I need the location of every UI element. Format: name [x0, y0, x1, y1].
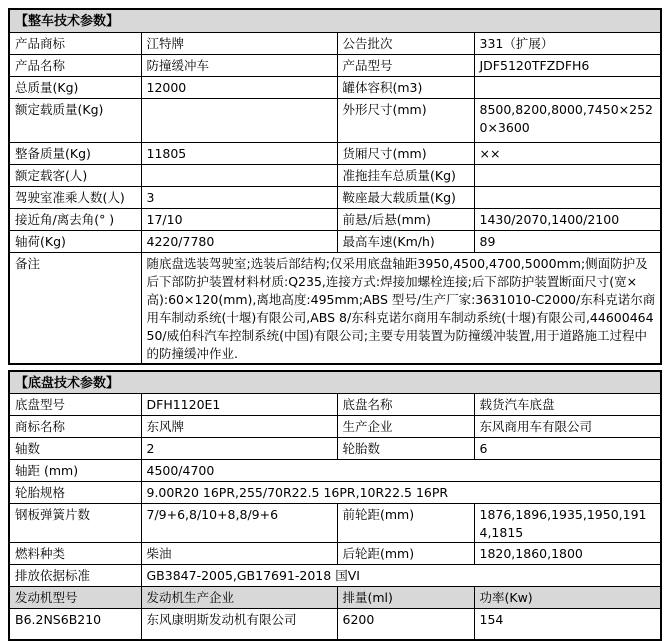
- param-label: 货厢尺寸(mm): [337, 142, 474, 164]
- param-value: 4220/7780: [141, 230, 337, 252]
- param-label: 轴距 (mm): [9, 460, 141, 482]
- param-value: 载货汽车底盘: [474, 394, 661, 416]
- param-value: 12000: [141, 76, 337, 98]
- chassis-spec-table: [8, 370, 662, 641]
- param-value: DFH1120E1: [141, 394, 337, 416]
- param-label: 准拖挂车总质量(Kg): [337, 164, 474, 186]
- engine-displacement-header: 排量(ml): [337, 587, 474, 609]
- table-row: [9, 482, 661, 504]
- param-label: 公告批次: [337, 32, 474, 54]
- param-label: 产品型号: [337, 54, 474, 76]
- param-value: 柴油: [141, 543, 337, 565]
- table-row: [9, 460, 661, 482]
- param-value: 8500,8200,8000,7450×2520×3600: [474, 98, 661, 142]
- table-row: [9, 438, 661, 460]
- param-value: [141, 98, 337, 142]
- param-label: 轮胎数: [337, 438, 474, 460]
- engine-manufacturer-header: 发动机生产企业: [141, 587, 337, 609]
- engine-displacement-value: 6200: [337, 609, 474, 640]
- table-row: [9, 76, 661, 98]
- table-row: [9, 164, 661, 186]
- engine-power-value: 154: [474, 609, 661, 640]
- param-value: 防撞缓冲车: [141, 54, 337, 76]
- engine-header-row: [9, 587, 661, 609]
- param-value: [474, 76, 661, 98]
- param-label: 额定载质量(Kg): [9, 98, 141, 142]
- chassis-section-title: 【底盘技术参数】: [9, 371, 661, 394]
- param-label: 底盘型号: [9, 394, 141, 416]
- param-label: 接近角/离去角(° ): [9, 208, 141, 230]
- param-value: 东风商用车有限公司: [474, 416, 661, 438]
- table-row: [9, 394, 661, 416]
- param-label: 钢板弹簧片数: [9, 504, 141, 543]
- table-row: [9, 230, 661, 252]
- param-value: 1430/2070,1400/2100: [474, 208, 661, 230]
- engine-manufacturer-value: 东风康明斯发动机有限公司: [141, 609, 337, 640]
- table-row: [9, 208, 661, 230]
- param-value: 4500/4700: [141, 460, 661, 482]
- param-value: 11805: [141, 142, 337, 164]
- param-label: 商标名称: [9, 416, 141, 438]
- param-value: ××: [474, 142, 661, 164]
- spec-sheet: [8, 8, 660, 641]
- table-row: [9, 54, 661, 76]
- param-label: 罐体容积(m3): [337, 76, 474, 98]
- param-value: 江特牌: [141, 32, 337, 54]
- param-value: 9.00R20 16PR,255/70R22.5 16PR,10R22.5 16PR: [141, 482, 661, 504]
- engine-model-header: 发动机型号: [9, 587, 141, 609]
- param-value: 17/10: [141, 208, 337, 230]
- param-value: 331（扩展）: [474, 32, 661, 54]
- param-label: 轴荷(Kg): [9, 230, 141, 252]
- param-label: 整备质量(Kg): [9, 142, 141, 164]
- param-label: 前轮距(mm): [337, 504, 474, 543]
- param-value: [141, 164, 337, 186]
- param-value: [474, 186, 661, 208]
- param-value: JDF5120TFZDFH6: [474, 54, 661, 76]
- param-label: 排放依据标准: [9, 565, 141, 587]
- param-label: 总质量(Kg): [9, 76, 141, 98]
- table-row: [9, 416, 661, 438]
- param-value: 6: [474, 438, 661, 460]
- chassis-section-header: [9, 371, 661, 394]
- param-label: 鞍座最大载质量(Kg): [337, 186, 474, 208]
- vehicle-section-header: [9, 9, 661, 32]
- remark-value: 随底盘选装驾驶室;选装后部结构;仅采用底盘轴距3950,4500,4700,5000mm;侧面防护及后下部防护装置材料材质:Q235,连接方式:焊接加螺栓连接;后下部防护装置断面尺寸(宽×高):60×120(mm),离地高度:495mm;ABS 型号/生产厂家:3631010-C2000/东科克诺尔商用车制动系统(十堰)有限公司,ABS 8/东科克诺尔商用车制动系统(十堰)有限公司,4460046450/威伯科汽车控制系统(中国)有限公司;主要专用装置为防撞缓冲装置,用于道路施工过程中的防撞缓冲作业.: [141, 252, 661, 364]
- param-label: 产品名称: [9, 54, 141, 76]
- param-label: 产品商标: [9, 32, 141, 54]
- param-value: GB3847-2005,GB17691-2018 国VI: [141, 565, 661, 587]
- param-value: 1820,1860,1800: [474, 543, 661, 565]
- param-label: 轴数: [9, 438, 141, 460]
- param-label: 生产企业: [337, 416, 474, 438]
- param-value: 7/9+6,8/10+8,8/9+6: [141, 504, 337, 543]
- remark-label: 备注: [9, 252, 141, 364]
- table-row: [9, 32, 661, 54]
- vehicle-spec-table: [8, 8, 662, 365]
- param-label: 后轮距(mm): [337, 543, 474, 565]
- param-label: 外形尺寸(mm): [337, 98, 474, 142]
- param-value: 东风牌: [141, 416, 337, 438]
- param-label: 燃料种类: [9, 543, 141, 565]
- engine-data-row: [9, 609, 661, 640]
- vehicle-section-title: 【整车技术参数】: [9, 9, 661, 32]
- param-value: 89: [474, 230, 661, 252]
- param-value: 1876,1896,1935,1950,1914,1815: [474, 504, 661, 543]
- table-row: [9, 98, 661, 142]
- table-row: [9, 142, 661, 164]
- param-label: 轮胎规格: [9, 482, 141, 504]
- param-label: 前悬/后悬(mm): [337, 208, 474, 230]
- remark-row: [9, 252, 661, 364]
- param-value: [474, 164, 661, 186]
- table-row: [9, 543, 661, 565]
- param-label: 底盘名称: [337, 394, 474, 416]
- param-value: 3: [141, 186, 337, 208]
- param-label: 最高车速(Km/h): [337, 230, 474, 252]
- param-value: 2: [141, 438, 337, 460]
- param-label: 驾驶室准乘人数(人): [9, 186, 141, 208]
- param-label: 额定载客(人): [9, 164, 141, 186]
- table-row: [9, 504, 661, 543]
- engine-model-value: B6.2NS6B210: [9, 609, 141, 640]
- table-row: [9, 186, 661, 208]
- engine-power-header: 功率(Kw): [474, 587, 661, 609]
- table-row: [9, 565, 661, 587]
